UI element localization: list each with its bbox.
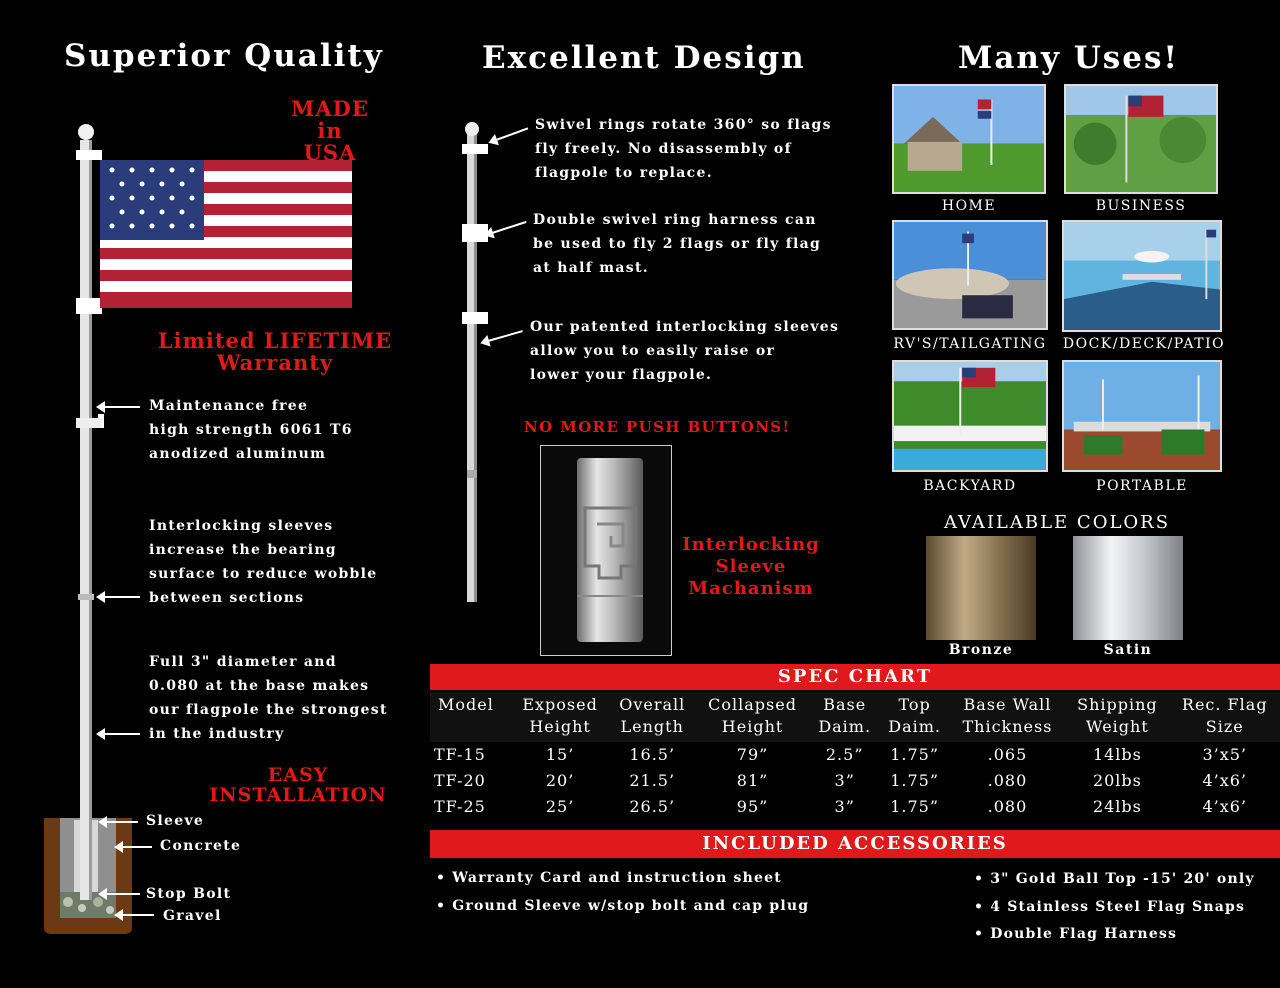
note-text: flagpole to replace. — [535, 165, 713, 181]
spec-header: Shipping Weight — [1065, 692, 1169, 742]
use-label-rv-tailgating: RV'S/TAILGATING — [893, 336, 1047, 352]
table-cell: 21.5’ — [629, 771, 676, 790]
warranty-line-2: Warranty — [216, 350, 334, 376]
easy-text: EASY — [267, 764, 329, 786]
arrow-left-icon — [104, 406, 140, 408]
mechanism-label — [678, 534, 824, 600]
feature-text: 0.080 at the base makes — [149, 678, 370, 694]
table-cell: 95” — [736, 797, 769, 816]
accessory-item: • 3" Gold Ball Top -15' 20' only — [974, 871, 1255, 887]
arrow-left-icon — [496, 127, 529, 141]
made-text: MADE — [291, 96, 369, 121]
spec-header: Collapsed Height — [695, 692, 809, 742]
color-name-bronze: Bronze — [948, 642, 1014, 658]
note-text: Swivel rings rotate 360° so flags — [535, 117, 832, 133]
use-label-home: HOME — [941, 198, 997, 214]
table-cell: 3” — [834, 771, 855, 790]
use-photo-backyard — [892, 360, 1048, 472]
spec-header: Overall Length — [609, 692, 695, 742]
accessories-title: INCLUDED ACCESSORIES — [430, 830, 1280, 858]
table-cell: 3’x5’ — [1202, 745, 1248, 764]
spec-table — [430, 692, 1280, 820]
installation-text: INSTALLATION — [209, 783, 387, 806]
accessory-item: • Double Flag Harness — [974, 926, 1178, 942]
feature-text: Maintenance free — [149, 398, 309, 414]
table-row — [430, 768, 1280, 794]
table-cell: TF-20 — [434, 771, 486, 790]
table-cell: 25’ — [545, 797, 575, 816]
spec-chart-title: SPEC CHART — [430, 664, 1280, 690]
arrow-left-icon — [106, 821, 138, 823]
mechanism-photo — [540, 445, 672, 656]
use-photo-business — [1064, 84, 1218, 194]
sleeve-closeup-image — [541, 446, 671, 655]
feature-sleeves — [149, 514, 377, 610]
install-label-sleeve: Sleeve — [146, 813, 205, 829]
american-flag-image — [100, 160, 352, 312]
use-photo-portable — [1062, 360, 1222, 472]
arrow-left-icon — [122, 914, 154, 916]
table-cell: 1.75” — [890, 797, 940, 816]
note-double-harness — [533, 208, 821, 280]
no-push-buttons: NO MORE PUSH BUTTONS! — [524, 418, 791, 436]
feature-text: Interlocking sleeves — [149, 518, 334, 534]
accessory-item: • 4 Stainless Steel Flag Snaps — [974, 899, 1246, 915]
accessory-item: • Ground Sleeve w/stop bolt and cap plug — [436, 898, 810, 914]
spec-header: Exposed Height — [511, 692, 609, 742]
arrow-left-icon — [488, 330, 523, 342]
table-cell: 3” — [834, 797, 855, 816]
use-photo-dock-deck-patio — [1062, 220, 1222, 332]
table-cell: 79” — [736, 745, 769, 764]
use-label-business: BUSINESS — [1095, 198, 1187, 214]
heading-excellent-design: Excellent Design — [482, 40, 806, 76]
table-cell: 4’x6’ — [1202, 771, 1248, 790]
warranty-badge — [140, 330, 410, 374]
mechanism-line: Interlocking — [682, 534, 820, 555]
feature-text: increase the bearing — [149, 542, 337, 558]
table-cell: 20’ — [545, 771, 575, 790]
table-cell: 26.5’ — [629, 797, 676, 816]
table-cell: 16.5’ — [629, 745, 676, 764]
arrow-left-icon — [492, 221, 527, 234]
note-text: allow you to easily raise or — [530, 343, 776, 359]
feature-text: Full 3" diameter and — [149, 654, 337, 670]
table-cell: .065 — [987, 745, 1028, 764]
feature-diameter — [149, 650, 388, 746]
easy-installation — [200, 766, 396, 806]
spec-header-row — [430, 692, 1280, 742]
table-cell: 1.75” — [890, 771, 940, 790]
feature-text: our flagpole the strongest — [149, 702, 388, 718]
note-patented-sleeves — [530, 315, 839, 387]
note-swivel-rings — [535, 113, 832, 185]
table-cell: 24lbs — [1092, 797, 1142, 816]
use-photo-rv-tailgating — [892, 220, 1048, 330]
table-cell: 1.75” — [890, 745, 940, 764]
table-cell: 20lbs — [1092, 771, 1142, 790]
note-text: lower your flagpole. — [530, 367, 713, 383]
install-label-stop-bolt: Stop Bolt — [146, 886, 232, 902]
use-label-dock-deck-patio: DOCK/DECK/PATIO — [1062, 336, 1226, 352]
table-cell: 4’x6’ — [1202, 797, 1248, 816]
note-text: Double swivel ring harness can — [533, 212, 817, 228]
use-label-portable: PORTABLE — [1096, 478, 1188, 494]
table-row — [430, 742, 1280, 768]
table-cell: TF-15 — [434, 745, 486, 764]
table-cell: .080 — [987, 797, 1028, 816]
note-text: be used to fly 2 flags or fly flag — [533, 236, 822, 252]
spec-header: Base Daim. — [810, 692, 880, 742]
feature-text: surface to reduce wobble — [149, 566, 378, 582]
table-cell: 2.5” — [825, 745, 864, 764]
available-colors-title: AVAILABLE COLORS — [943, 512, 1171, 533]
feature-text: between sections — [149, 590, 305, 606]
spec-header: Rec. Flag Size — [1169, 692, 1280, 742]
mechanism-line: Machanism — [688, 578, 814, 599]
note-text: at half mast. — [533, 260, 649, 276]
usa-text: USA — [303, 140, 357, 166]
table-cell: .080 — [987, 771, 1028, 790]
color-name-satin: Satin — [1103, 642, 1153, 658]
made-in-usa — [280, 98, 380, 164]
heading-many-uses: Many Uses! — [958, 40, 1180, 76]
spec-header: Top Daim. — [880, 692, 950, 742]
spec-header: Base Wall Thickness — [950, 692, 1066, 742]
install-label-concrete: Concrete — [160, 838, 242, 854]
note-text: fly freely. No disassembly of — [535, 141, 792, 157]
swatch-bronze — [926, 536, 1036, 640]
table-cell: 14lbs — [1092, 745, 1142, 764]
swatch-satin — [1073, 536, 1183, 640]
spec-header: Model — [430, 692, 511, 742]
install-label-gravel: Gravel — [163, 908, 222, 924]
feature-text: anodized aluminum — [149, 446, 327, 462]
use-label-backyard: BACKYARD — [923, 478, 1017, 494]
accessory-item: • Warranty Card and instruction sheet — [436, 870, 782, 886]
arrow-left-icon — [122, 846, 152, 848]
mechanism-line: Sleeve — [715, 556, 787, 577]
feature-text: high strength 6061 T6 — [149, 422, 353, 438]
note-text: Our patented interlocking sleeves — [530, 319, 840, 335]
warranty-line-1: Limited LIFETIME — [157, 328, 393, 353]
arrow-left-icon — [104, 733, 140, 735]
in-text: in — [317, 118, 343, 144]
feature-text: in the industry — [149, 726, 285, 742]
table-cell: 15’ — [545, 745, 575, 764]
table-row — [430, 794, 1280, 820]
table-cell: TF-25 — [434, 797, 486, 816]
use-photo-home — [892, 84, 1046, 194]
table-cell: 81” — [736, 771, 769, 790]
heading-superior-quality: Superior Quality — [64, 38, 384, 74]
collapsed-pole-diagram — [458, 120, 488, 606]
arrow-left-icon — [106, 893, 140, 895]
arrow-left-icon — [104, 596, 140, 598]
feature-aluminum — [149, 394, 353, 466]
